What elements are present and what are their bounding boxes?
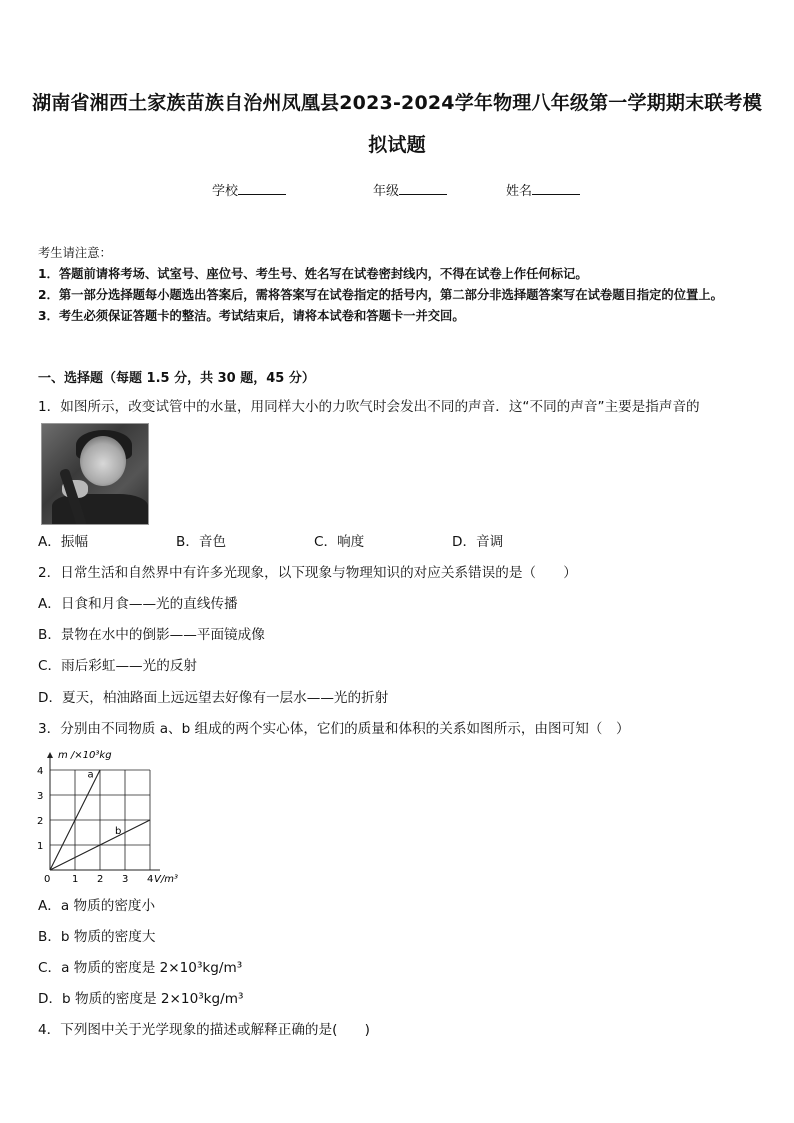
question-1-option-b[interactable]: B．音色 (176, 534, 227, 550)
notice-item: 1．答题前请将考场、试室号、座位号、考生号、姓名写在试卷密封线内，不得在试卷上作任何标记。 (38, 267, 588, 281)
name-label: 姓名 (506, 184, 533, 199)
question-3-stem: 3．分别由不同物质 a、b 组成的两个实心体，它们的质量和体积的关系如图所示，由图可知（ ） (38, 721, 630, 737)
notice-block (38, 243, 758, 327)
series-label-a: a (87, 769, 94, 781)
y-axis-label: m /×10³kg (58, 750, 112, 761)
question-3-option-a[interactable]: A．a 物质的密度小 (38, 898, 156, 914)
y-tick-label: 1 (37, 841, 44, 852)
x-tick-label: 1 (72, 874, 79, 885)
question-1-option-a[interactable]: A．振幅 (38, 534, 89, 550)
name-field (506, 180, 580, 199)
paper-title-line1: 湖南省湘西土家族苗族自治州凤凰县2023-2024学年物理八年级第一学期期末联考模 (32, 92, 762, 114)
x-axis-label: V/m³ (154, 874, 178, 885)
x-tick-label: 3 (122, 874, 129, 885)
question-3-option-b[interactable]: B．b 物质的密度大 (38, 929, 156, 945)
question-3-option-d[interactable]: D．b 物质的密度是 2×10³kg/m³ (38, 991, 244, 1007)
question-1-option-c[interactable]: C．响度 (314, 534, 365, 550)
question-2-option-a[interactable]: A．日食和月食——光的直线传播 (38, 596, 238, 612)
grade-label: 年级 (373, 184, 400, 199)
y-tick-label: 4 (37, 766, 44, 777)
x-tick-label: 4 (147, 874, 154, 885)
graph-grid (50, 770, 150, 870)
section-heading: 一、选择题（每题 1.5 分，共 30 题，45 分） (38, 371, 315, 386)
grade-blank (399, 182, 447, 195)
grade-field (373, 180, 447, 199)
girl-blowing-test-tube-photo (41, 423, 149, 525)
y-tick-label: 3 (37, 791, 44, 802)
question-2-option-d[interactable]: D．夏天，柏油路面上远远望去好像有一层水——光的折射 (38, 690, 389, 706)
notice-heading: 考生请注意： (38, 246, 112, 260)
school-field (212, 180, 286, 199)
x-tick-label: 2 (97, 874, 104, 885)
x-tick-label: 0 (44, 874, 51, 885)
paper-title-line2: 拟试题 (368, 134, 426, 156)
question-4-stem: 4．下列图中关于光学现象的描述或解释正确的是( ) (38, 1022, 370, 1038)
y-axis-arrow (47, 752, 53, 758)
name-blank (532, 182, 580, 195)
mass-volume-graph (32, 740, 202, 890)
question-2-option-b[interactable]: B．景物在水中的倒影——平面镜成像 (38, 627, 265, 643)
question-2-stem: 2．日常生活和自然界中有许多光现象，以下现象与物理知识的对应关系错误的是（ ） (38, 565, 577, 581)
question-3-option-c[interactable]: C．a 物质的密度是 2×10³kg/m³ (38, 960, 243, 976)
series-label-b: b (115, 825, 122, 837)
y-tick-label: 2 (37, 816, 44, 827)
notice-item: 2．第一部分选择题每小题选出答案后，需将答案写在试卷指定的括号内，第二部分非选择题答案写在试卷题目指定的位置上。 (38, 288, 723, 302)
school-label: 学校 (212, 184, 239, 199)
question-2-option-c[interactable]: C．雨后彩虹——光的反射 (38, 658, 198, 674)
school-blank (238, 182, 286, 195)
notice-item: 3．考生必须保证答题卡的整洁。考试结束后，请将本试卷和答题卡一并交回。 (38, 309, 465, 323)
question-1-stem: 1．如图所示，改变试管中的水量，用同样大小的力吹气时会发出不同的声音．这“不同的声音”主要是指声音的 (38, 399, 700, 415)
question-1-option-d[interactable]: D．音调 (452, 534, 504, 550)
